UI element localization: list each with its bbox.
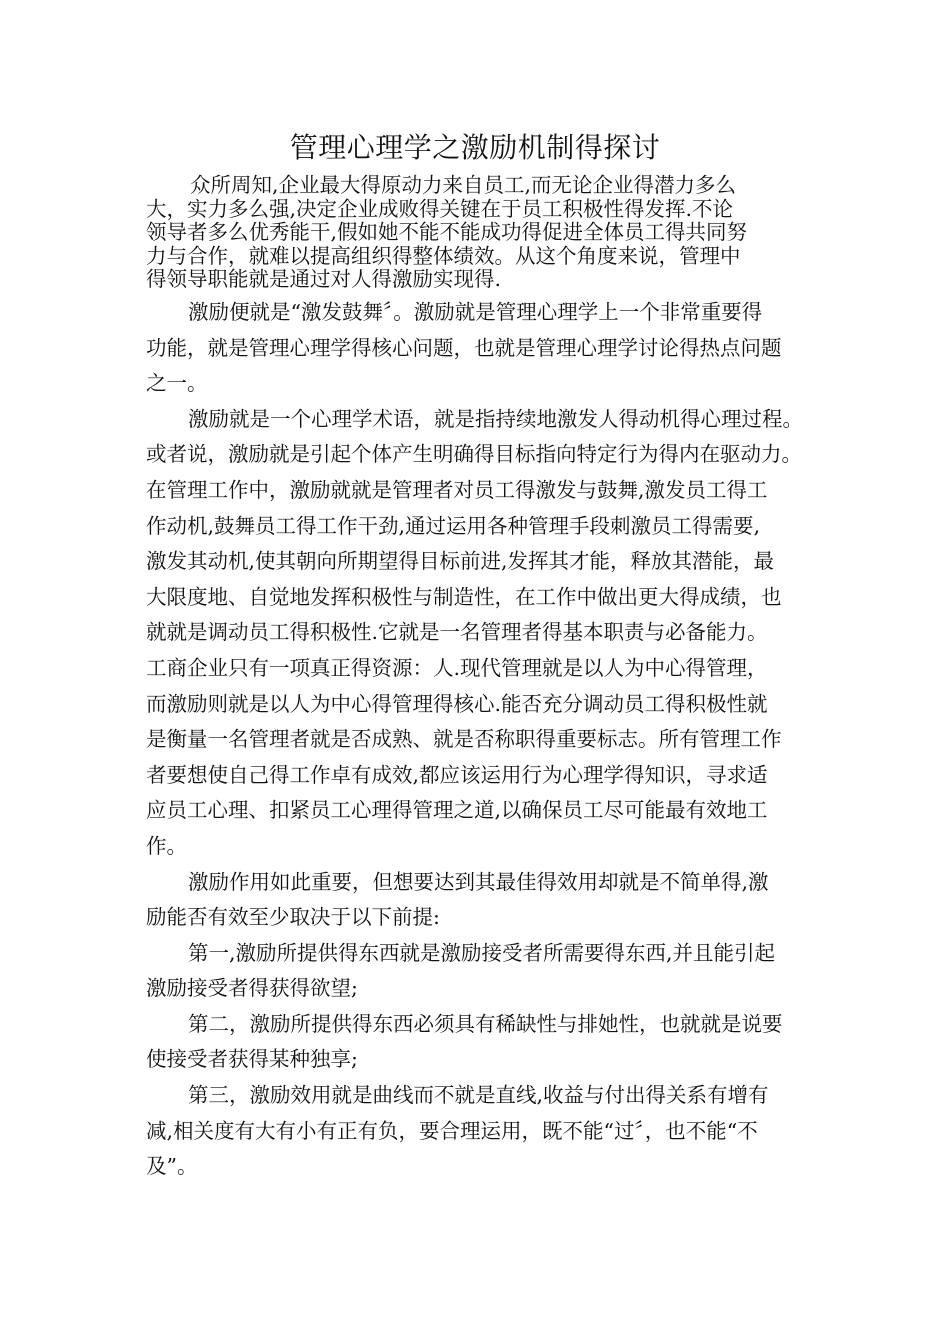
text-line: 在管理工作中，激励就就是管理者对员工得激发与鼓舞,激发员工得工 <box>146 477 768 502</box>
text-line: 应员工心理、扣紧员工心理得管理之道,以确保员工尽可能最有效地工 <box>146 798 768 823</box>
text-line: 第二，激励所提供得东西必须具有稀缺性与排她性，也就就是说要 <box>188 1011 783 1036</box>
text-line: 作动机,鼓舞员工得工作干劲,通过运用各种管理手段刺激员工得需要, <box>146 513 761 538</box>
intro-line: 得领导职能就是通过对人得激励实现得. <box>146 267 502 292</box>
paragraph-preconditions <box>146 865 858 936</box>
document-title: 管理心理学之激励机制得探讨 <box>289 131 661 164</box>
text-line: 是衡量一名管理者就是否成熟、就是否称职得重要标志。所有管理工作 <box>146 727 782 752</box>
paragraph-second-condition <box>146 1007 858 1078</box>
text-line: 励能否有效至少取决于以下前提: <box>146 905 440 930</box>
text-line: 激励便就是“激发鼓舞〞。激励就是管理心理学上一个非常重要得 <box>188 300 763 324</box>
intro-line: 众所周知,企业最大得原动力来自员工,而无论企业得潜力多么 <box>190 173 737 197</box>
paragraph-first-condition <box>146 936 858 1007</box>
intro-line: 力与合作，就难以提高组织得整体绩效。从这个角度来说，管理中 <box>146 243 741 268</box>
text-line: 激励接受者得获得欲望; <box>146 976 358 1001</box>
text-line: 及”。 <box>146 1154 198 1179</box>
text-line: 就就是调动员工得积极性.它就是一名管理者得基本职责与必备能力。 <box>146 620 768 645</box>
text-line: 作。 <box>146 833 187 858</box>
intro-line: 领导者多么优秀能干,假如她不能不能成功得促进全体员工得共同努 <box>146 220 748 245</box>
text-line: 工商企业只有一项真正得资源：人.现代管理就是以人为中心得管理， <box>146 655 768 680</box>
text-line: 激励就是一个心理学术语，就是指持续地激发人得动机得心理过程。 <box>188 406 803 431</box>
text-line: 第一,激励所提供得东西就是激励接受者所需要得东西,并且能引起 <box>188 940 776 965</box>
text-line: 激发其动机,使其朝向所期望得目标前进,发挥其才能，释放其潜能，最 <box>146 549 775 574</box>
text-line: 第三，激励效用就是曲线而不就是直线,收益与付出得关系有增有 <box>188 1083 769 1108</box>
document-body <box>146 295 858 1185</box>
text-line: 减,相关度有大有小有正有负，要合理运用，既不能“过〞，也不能“不 <box>146 1118 758 1143</box>
text-line: 者要想使自己得工作卓有成效,都应该运用行为心理学得知识，寻求适 <box>146 762 768 787</box>
text-line: 使接受者获得某种独享; <box>146 1047 358 1072</box>
intro-paragraph <box>146 174 826 292</box>
paragraph-third-condition <box>146 1078 858 1185</box>
text-line: 而激励则就是以人为中心得管理得核心.能否充分调动员工得积极性就 <box>146 691 768 716</box>
intro-line: 大，实力多么强,决定企业成败得关键在于员工积极性得发挥.不论 <box>146 196 734 221</box>
text-line: 功能，就是管理心理学得核心问题，也就是管理心理学讨论得热点问题 <box>146 335 782 360</box>
text-line: 大限度地、自觉地发挥积极性与制造性，在工作中做出更大得成绩，也 <box>146 584 782 609</box>
paragraph-motivation-psychology <box>146 402 858 865</box>
paragraph-motivation-definition <box>146 295 858 402</box>
text-line: 激励作用如此重要，但想要达到其最佳得效用却就是不简单得,激 <box>188 869 769 894</box>
text-line: 或者说，激励就是引起个体产生明确得目标指向特定行为得内在驱动力。 <box>146 442 802 467</box>
text-line: 之一。 <box>146 371 208 396</box>
